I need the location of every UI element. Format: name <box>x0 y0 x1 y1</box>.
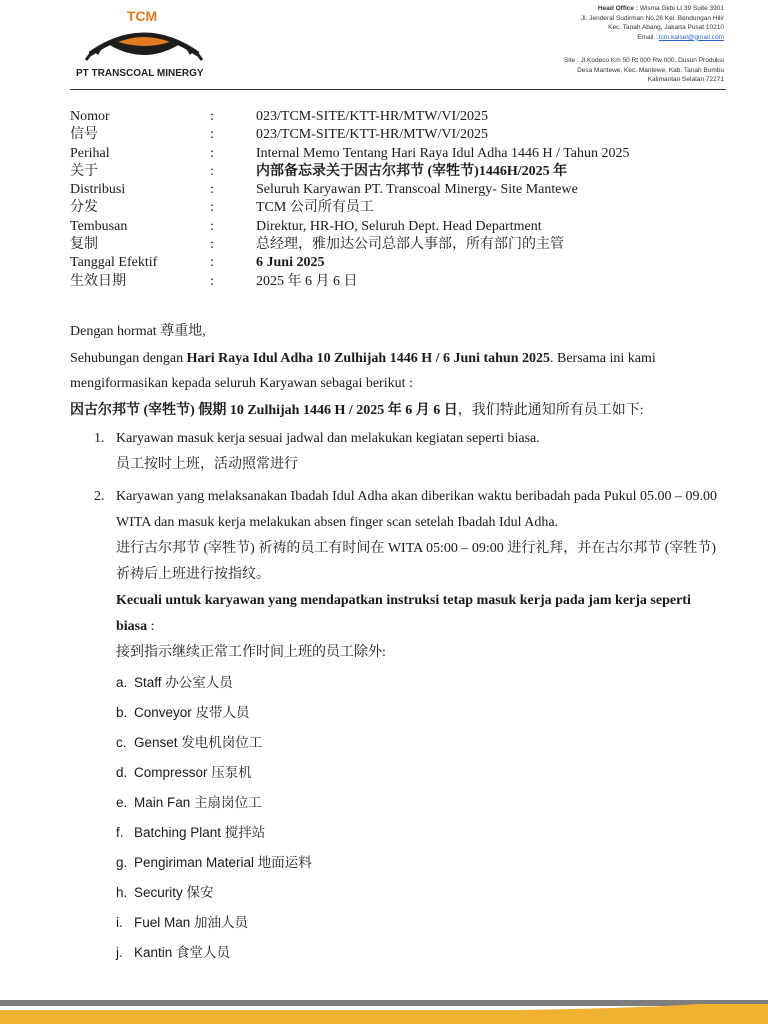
meta-colon: : <box>210 109 214 124</box>
sub-item-letter: b. <box>116 705 128 720</box>
sub-item-letter: h. <box>116 885 128 900</box>
exception-text: Kecuali untuk karyawan yang mendapatkan instruksi tetap masuk kerja pada jam kerja seperti biasa <box>116 593 691 634</box>
sub-list-item <box>116 848 724 878</box>
meta-label: 生效日期 <box>70 273 126 289</box>
meta-colon: : <box>210 218 214 234</box>
meta-colon: : <box>210 273 214 289</box>
sub-list-item <box>116 788 724 818</box>
sub-list-item <box>116 938 724 968</box>
sub-item-text: Security 保安 <box>134 885 214 900</box>
item-number: 2. <box>94 489 105 504</box>
meta-label: Nomor <box>70 109 110 124</box>
meta-row <box>70 145 630 163</box>
meta-row <box>70 254 630 272</box>
meta-colon: : <box>210 200 214 216</box>
sub-item-text: Fuel Man 加油人员 <box>134 915 249 930</box>
meta-colon: : <box>210 237 214 253</box>
meta-row <box>70 236 630 254</box>
salutation: Dengan hormat 尊重地, <box>70 324 206 339</box>
meta-label: Tanggal Efektif <box>70 255 158 271</box>
memo-meta-table <box>70 108 630 291</box>
exception-text-zh: 接到指示继续正常工作时间上班的员工除外: <box>116 645 386 660</box>
instruction-list <box>94 426 724 968</box>
meta-row <box>70 199 630 217</box>
head-office-line-3: Kec. Tanah Abang, Jakarta Pusat 10210 <box>608 24 724 31</box>
site-address <box>424 56 724 85</box>
meta-value: 2025 年 6 月 6 日 <box>256 273 358 289</box>
intro-paragraph-zh <box>70 398 722 423</box>
site-address-line-2: Desa Mantewe, Kec. Mantewe, Kab. Tanah Bumbu <box>577 66 724 74</box>
sub-list-item <box>116 818 724 848</box>
sub-item-letter: j. <box>116 945 123 960</box>
sub-item-text: Compressor 压泵机 <box>134 765 252 780</box>
sub-item-letter: g. <box>116 855 128 870</box>
sub-item-text: Staff 办公室人员 <box>134 675 233 690</box>
meta-row <box>70 273 630 291</box>
sub-item-letter: e. <box>116 795 128 810</box>
meta-value: 023/TCM-SITE/KTT-HR/MTW/VI/2025 <box>256 127 489 143</box>
sub-item-letter: c. <box>116 735 127 750</box>
tcm-emblem-icon <box>82 22 206 68</box>
meta-value: 023/TCM-SITE/KTT-HR/MTW/VI/2025 <box>256 109 489 124</box>
intro-paragraph <box>70 346 722 396</box>
meta-label: 信号 <box>70 127 98 143</box>
company-logo <box>76 8 216 84</box>
sub-item-text: Kantin 食堂人员 <box>134 945 231 960</box>
sub-list-item <box>116 668 724 698</box>
sub-item-text: Pengiriman Material 地面运料 <box>134 855 312 870</box>
company-name: PT TRANSCOAL MINERGY <box>76 68 204 79</box>
head-office-label: Head Office : <box>597 5 638 12</box>
meta-label: Perihal <box>70 145 110 161</box>
meta-colon: : <box>210 182 214 198</box>
sub-item-text: Main Fan 主扇岗位工 <box>134 795 262 810</box>
meta-colon: : <box>210 127 214 143</box>
meta-value: 总经理，雅加达公司总部人事部，所有部门的主管 <box>256 237 564 253</box>
email-link[interactable]: tcm.kalsel@gmail.com <box>658 33 724 41</box>
item-text-zh: 进行古尔邦节 (宰牲节) 祈祷的员工有时间在 WITA 05:00 – 09:00 进行礼拜，并在古尔邦节 (宰牲节) 祈祷后上班进行按指纹。 <box>116 541 717 582</box>
sub-list-item <box>116 728 724 758</box>
sub-item-text: Batching Plant 搅拌站 <box>134 825 266 840</box>
sub-list-item <box>116 758 724 788</box>
sub-item-text: Conveyor 皮带人员 <box>134 705 250 720</box>
intro-text-end: . Bersama ini kami mengiformasikan kepada seluruh Karyawan sebagai berikut : <box>70 351 656 391</box>
site-address-line-3: Kalimantan Selatan 72271 <box>647 76 724 83</box>
meta-value: TCM 公司所有员工 <box>256 200 374 216</box>
meta-value: 6 Juni 2025 <box>256 255 325 271</box>
meta-colon: : <box>210 163 214 179</box>
meta-row <box>70 126 630 144</box>
meta-label: 关于 <box>70 163 98 179</box>
sub-list-item <box>116 698 724 728</box>
exception-sub-list <box>116 668 724 968</box>
intro-zh-holiday: 因古尔邦节 (宰牲节) 假期 10 Zulhijah 1446 H / 2025 年 6 月 6 日 <box>70 403 458 418</box>
meta-row <box>70 181 630 199</box>
meta-colon: : <box>210 145 214 161</box>
head-office-address <box>424 4 724 42</box>
logo-text: TCM <box>126 8 158 24</box>
sub-list-item <box>116 878 724 908</box>
meta-row <box>70 163 630 181</box>
footer-gold-band <box>0 1004 768 1024</box>
head-office-line-1: Wisma Gkbi Lt 39 Suite 3901 <box>639 5 724 12</box>
meta-colon: : <box>210 255 214 271</box>
sub-item-letter: f. <box>116 825 124 840</box>
meta-value: Direktur, HR-HO, Seluruh Dept. Head Department <box>256 218 542 234</box>
email-label: Email : <box>637 33 658 41</box>
meta-value: Seluruh Karyawan PT. Transcoal Minergy- Site Mantewe <box>256 182 578 198</box>
item-text: Karyawan masuk kerja sesuai jadwal dan melakukan kegiatan seperti biasa. <box>116 431 540 446</box>
meta-value: 内部备忘录关于因古尔邦节 (宰牲节)1446H/2025 年 <box>256 163 568 179</box>
item-text-zh: 员工按时上班，活动照常进行 <box>116 457 298 472</box>
meta-row <box>70 108 630 126</box>
list-item <box>94 484 724 968</box>
meta-label: 复制 <box>70 237 98 253</box>
site-address-line-1: Site : Jl.Kodeco Km 50 Rt 000 Rw 000, Dusun Produksi <box>563 57 724 64</box>
meta-row <box>70 218 630 236</box>
sub-list-item <box>116 908 724 938</box>
header-divider <box>70 89 726 90</box>
sub-item-letter: i. <box>116 915 123 930</box>
exception-tail: : <box>147 619 155 634</box>
sub-item-letter: d. <box>116 765 128 780</box>
intro-holiday-date: Hari Raya Idul Adha 10 Zulhijah 1446 H / 6 Juni tahun 2025 <box>186 351 550 366</box>
meta-label: Tembusan <box>70 218 128 234</box>
intro-zh-tail: ，我们特此通知所有员工如下: <box>457 403 644 418</box>
item-number: 1. <box>94 431 105 446</box>
meta-value: Internal Memo Tentang Hari Raya Idul Adha 1446 H / Tahun 2025 <box>256 145 630 161</box>
sub-item-text: Genset 发电机岗位工 <box>134 735 263 750</box>
meta-label: Distribusi <box>70 182 126 198</box>
head-office-line-2: Jl. Jenderal Sudirman No.28 Kel. Bendungan Hilir <box>580 14 724 22</box>
list-item <box>94 426 724 478</box>
sub-item-letter: a. <box>116 675 128 690</box>
item-text: Karyawan yang melaksanakan Ibadah Idul Adha akan diberikan waktu beribadah pada Pukul 05.00 – 09.00 WITA dan masuk kerja melakukan absen finger scan setelah Ibadah Idul Adha. <box>116 489 718 530</box>
meta-label: 分发 <box>70 200 98 216</box>
intro-text-start: Sehubungan dengan <box>70 351 187 366</box>
